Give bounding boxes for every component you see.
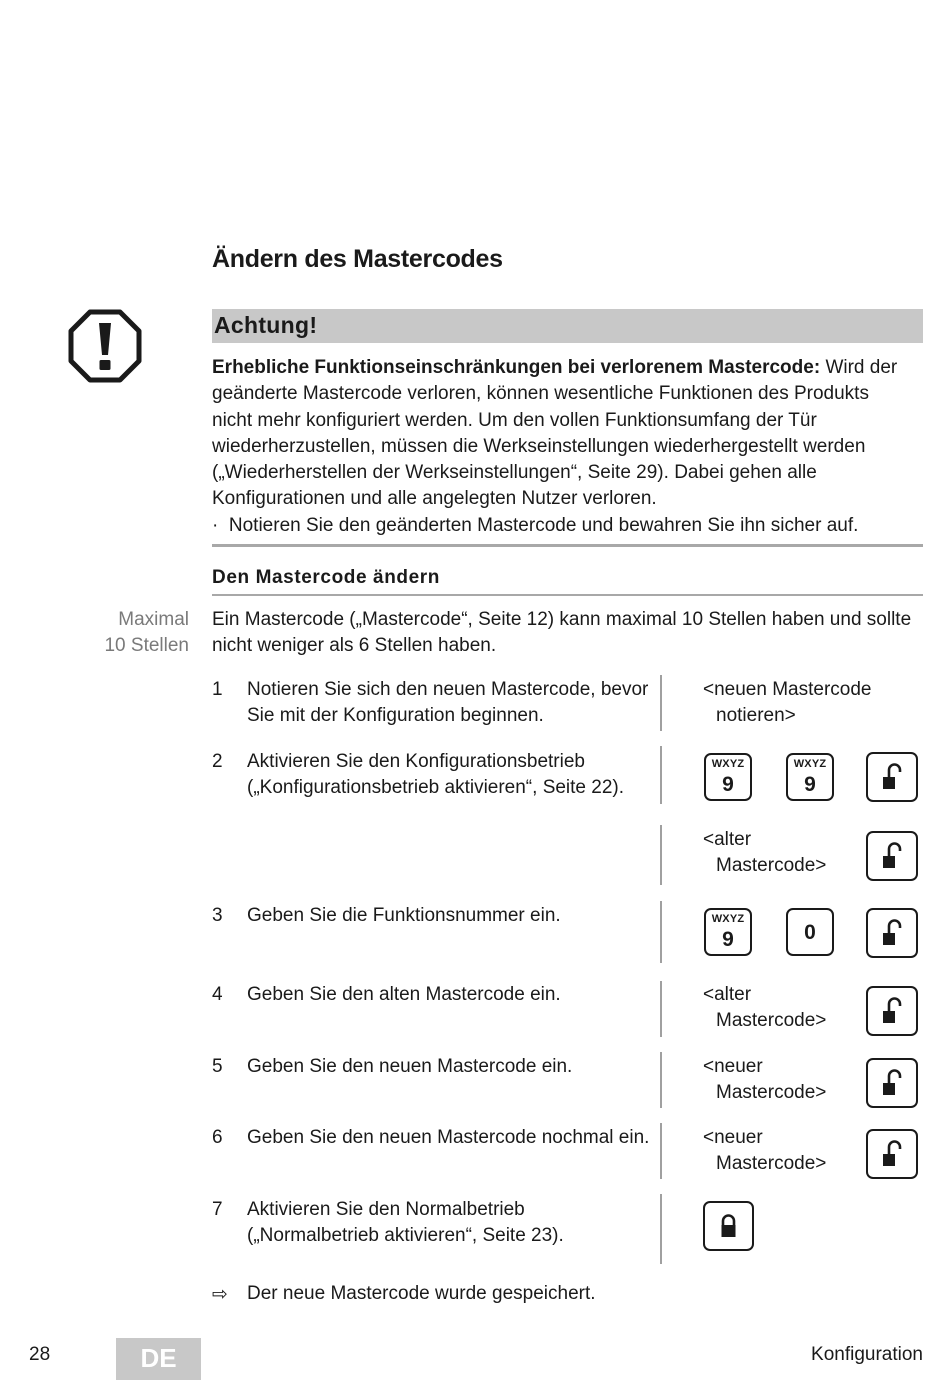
code-line: <neuen Mastercode [703,679,872,700]
keypad-key-9 [704,908,752,956]
key-letters: WXYZ [711,913,745,925]
warning-bullet [212,513,858,539]
code-line: <alter [703,829,752,850]
margin-note-line: 10 Stellen [104,635,189,657]
code-line: <neuer [703,1127,763,1148]
step-divider [660,746,662,804]
code-placeholder [703,677,871,730]
keypad-key-9 [704,753,752,801]
step-text: Aktivieren Sie den Konfigurationsbetrieb („Konfigurationsbetrieb aktivieren“, Seite 22). [247,751,625,799]
code-placeholder [703,1125,826,1178]
unlock-key-icon [866,831,918,881]
unlock-key-icon [866,752,918,802]
code-placeholder [703,827,826,880]
unlock-key-icon [866,1058,918,1108]
section-name: Konfiguration [811,1344,923,1365]
margin-note-line: Maximal [118,609,189,630]
step-number: 6 [212,1127,223,1148]
bullet-mark: · [212,515,219,536]
section-subtitle: Den Mastercode ändern [212,567,440,588]
step-number: 1 [212,679,223,700]
unlock-key-icon [866,1129,918,1179]
step-number: 2 [212,751,223,772]
key-digit: 9 [722,928,734,951]
step-text: Geben Sie den neuen Mastercode ein. [247,1056,573,1077]
language-label: DE [140,1343,177,1373]
step-divider [660,901,662,963]
step-number: 5 [212,1056,223,1077]
code-line: Mastercode> [716,1153,827,1175]
keypad-key-9 [786,753,834,801]
step-divider [660,675,662,731]
code-line: Mastercode> [716,1082,827,1104]
exclamation-octagon-icon [68,309,142,383]
step-divider [660,1123,662,1179]
unlock-key-icon [866,908,918,958]
code-line: <neuer [703,1056,763,1077]
code-line: Mastercode> [716,1010,827,1032]
step-divider [660,981,662,1037]
step-divider [660,1194,662,1264]
code-placeholder [703,982,826,1035]
intro-text: Ein Mastercode („Mastercode“, Seite 12) kann maximal 10 Stellen haben und sollte nicht weniger als 6 Stellen haben. [212,609,912,657]
step-text: Geben Sie den neuen Mastercode nochmal ein. [247,1127,650,1148]
warning-bold-lead: Erhebliche Funktionseinschränkungen bei verlorenem Mastercode: [212,357,821,378]
code-line: <alter [703,984,752,1005]
warning-text [212,355,912,513]
key-letters: WXYZ [711,758,745,770]
keypad-key-0 [786,908,834,956]
bullet-text: Notieren Sie den geänderten Mastercode und bewahren Sie ihn sicher auf. [228,515,859,536]
key-letters: WXYZ [793,758,827,770]
warning-label: Achtung! [214,312,318,338]
step-number: 3 [212,905,223,926]
result-text: Der neue Mastercode wurde gespeichert. [247,1283,596,1304]
key-digit: 9 [722,773,734,796]
step-divider [660,825,662,885]
step-number: 7 [212,1199,223,1220]
step-text: Notieren Sie sich den neuen Mastercode, bevor Sie mit der Konfiguration beginnen. [247,679,649,727]
unlock-key-icon [866,986,918,1036]
step-text: Aktivieren Sie den Normalbetrieb („Normalbetrieb aktivieren“, Seite 23). [247,1199,564,1247]
step-divider [660,1052,662,1108]
code-line: notieren> [716,705,796,727]
result-arrow-icon: ⇨ [212,1284,228,1305]
lock-key-icon [703,1201,754,1251]
margin-note [60,607,189,660]
step-text: Geben Sie die Funktionsnummer ein. [247,905,561,926]
divider [212,594,923,596]
page-title: Ändern des Mastercodes [212,245,503,273]
code-placeholder [703,1054,826,1107]
key-digit: 0 [804,921,816,944]
step-text: Geben Sie den alten Mastercode ein. [247,984,561,1005]
warning-body: Wird der geänderte Mastercode verloren, können wesentliche Funktionen des Produkts nicht mehr konfiguriert werden. Um den vollen Funktionsumfang der Tür wiederherzustellen, müssen die Werkseinstellungen wiederhergestellt werden („Wiederherstellen der Werkseinstellungen“, Seite 29). Dabei gehen alle Konfigurationen und alle angelegten Nutzer verloren. [212,357,898,510]
page-number: 28 [29,1344,51,1365]
divider [212,544,923,547]
code-line: Mastercode> [716,855,827,877]
warning-header-bar [212,309,923,343]
step-number: 4 [212,984,223,1005]
key-digit: 9 [804,773,816,796]
